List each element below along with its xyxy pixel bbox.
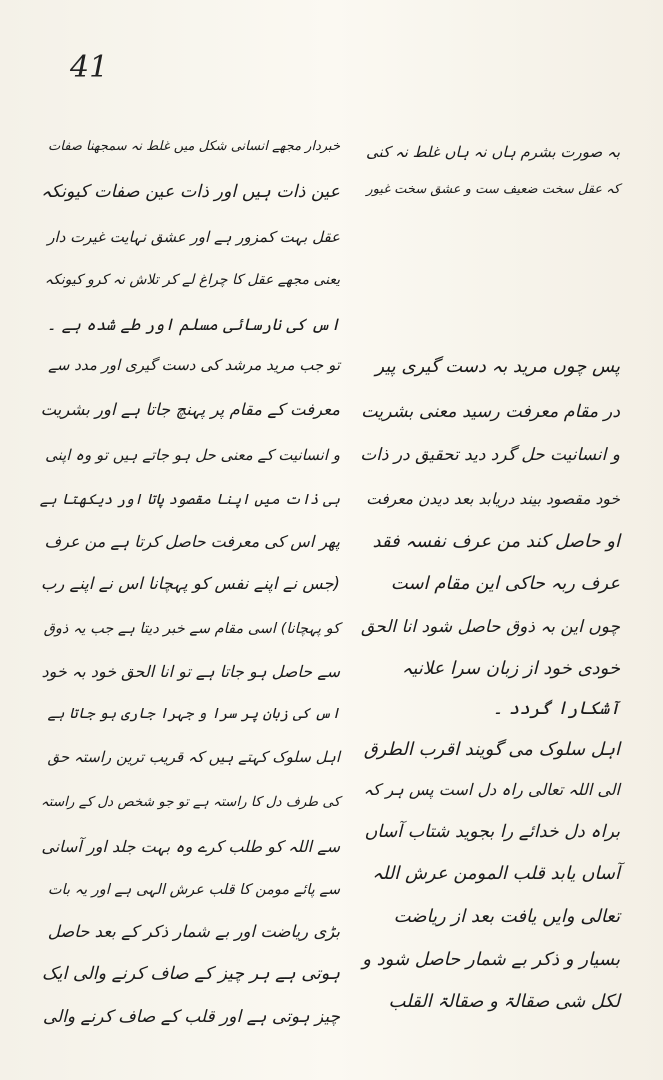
text-line: چوں این بہ ذوق حاصل شود انا الحق <box>361 617 620 637</box>
text-line: الی اللہ تعالی راہ دل است پس ہر کہ <box>363 780 620 799</box>
text-line: تو جب مرید مرشد کی دست گیری اور مدد سے <box>48 356 340 374</box>
text-line: و انسانیت حل گرد دید تحقیق در ذات <box>360 445 620 465</box>
text-line: در مقام معرفت رسید معنی بشریت <box>361 402 620 422</box>
text-line: اس کی زبان پر سرا و جہرا جاری ہو جاتا ہے <box>47 706 340 722</box>
text-line: ہوتی ہے ہر چیز کے صاف کرنے والی ایک <box>41 964 340 984</box>
text-line: ہی ذات میں اپنا مقصود پاتا اور دیکھتا ہے <box>39 492 340 508</box>
text-line: سے اللہ کو طلب کرے وہ بہت جلد اور آسانی <box>41 837 340 856</box>
text-line: کی طرف دل کا راستہ ہے تو جو شخص دل کے راستہ <box>40 794 340 810</box>
text-line: آشکارا گردد ۔ <box>492 698 620 719</box>
text-line: بہ صورت بشرم ہاں نہ ہاں غلط نہ کنی <box>366 143 620 161</box>
text-line: براہ دل خدائے را بجوید شتاب آساں <box>364 822 620 842</box>
text-line: خود مقصود بیند دریابد بعد دیدن معرفت <box>366 490 620 508</box>
text-line: پس چوں مرید بہ دست گیری پیر <box>375 356 620 377</box>
text-line: معرفت کے مقام پر پہنچ جاتا ہے اور بشریت <box>40 400 340 419</box>
text-line: عرف ربہ حاکی این مقام است <box>390 573 620 594</box>
text-line: عین ذات ہیں اور ذات عین صفات کیونکہ <box>41 182 340 202</box>
text-line: سے پائے مومن کا قلب عرش الہی ہے اور یہ بات <box>47 882 340 898</box>
text-line: تعالی وایں یافت بعد از ریاضت <box>393 906 620 927</box>
text-line: کو پہچانا) اسی مقام سے خبر دیتا ہے جب یہ ذوق <box>43 621 340 637</box>
text-line: یعنی مجھے عقل کا چراغ لے کر تلاش نہ کرو کیونکہ <box>44 272 340 288</box>
text-line: کہ عقل سخت ضعیف ست و عشق سخت غیور <box>366 182 620 197</box>
text-line: چیز ہوتی ہے اور قلب کے صاف کرنے والی <box>42 1007 340 1027</box>
text-line: و انسانیت کے معنی حل ہو جاتے ہیں تو وہ اپنی <box>45 446 340 464</box>
text-line: اس کی نارسائی مسلم اور طے شدہ ہے ۔ <box>46 315 340 334</box>
text-line: خبردار مجھے انسانی شکل میں غلط نہ سمجھنا صفات <box>48 139 340 154</box>
text-line: آساں یابد قلب المومن عرش اللہ <box>372 863 620 884</box>
text-line: اہل سلوک می گویند اقرب الطرق <box>363 739 620 760</box>
text-line: او حاصل کند من عرف نفسہ فقد <box>372 531 620 552</box>
text-line: خودی خود از زبان سرا علانیہ <box>401 658 620 679</box>
text-line: بڑی ریاضت اور بے شمار ذکر کے بعد حاصل <box>47 922 340 941</box>
text-line: لکل شی صقالۃ و صقالۃ القلب <box>388 991 620 1012</box>
text-line: پھر اس کی معرفت حاصل کرتا ہے من عرف <box>44 532 340 551</box>
text-line: (جس نے اپنے نفس کو پہچانا اس نے اپنے رب <box>40 574 340 593</box>
text-line: عقل بہت کمزور ہے اور عشق نہایت غیرت دار <box>47 228 340 246</box>
text-line: بسیار و ذکر بے شمار حاصل شود و <box>362 949 620 970</box>
page-number: 41 <box>70 50 109 85</box>
text-line: سے حاصل ہو جاتا ہے تو انا الحق خود بہ خود <box>41 662 340 681</box>
text-line: اہل سلوک کہتے ہیں کہ قریب ترین راستہ حق <box>47 748 340 766</box>
